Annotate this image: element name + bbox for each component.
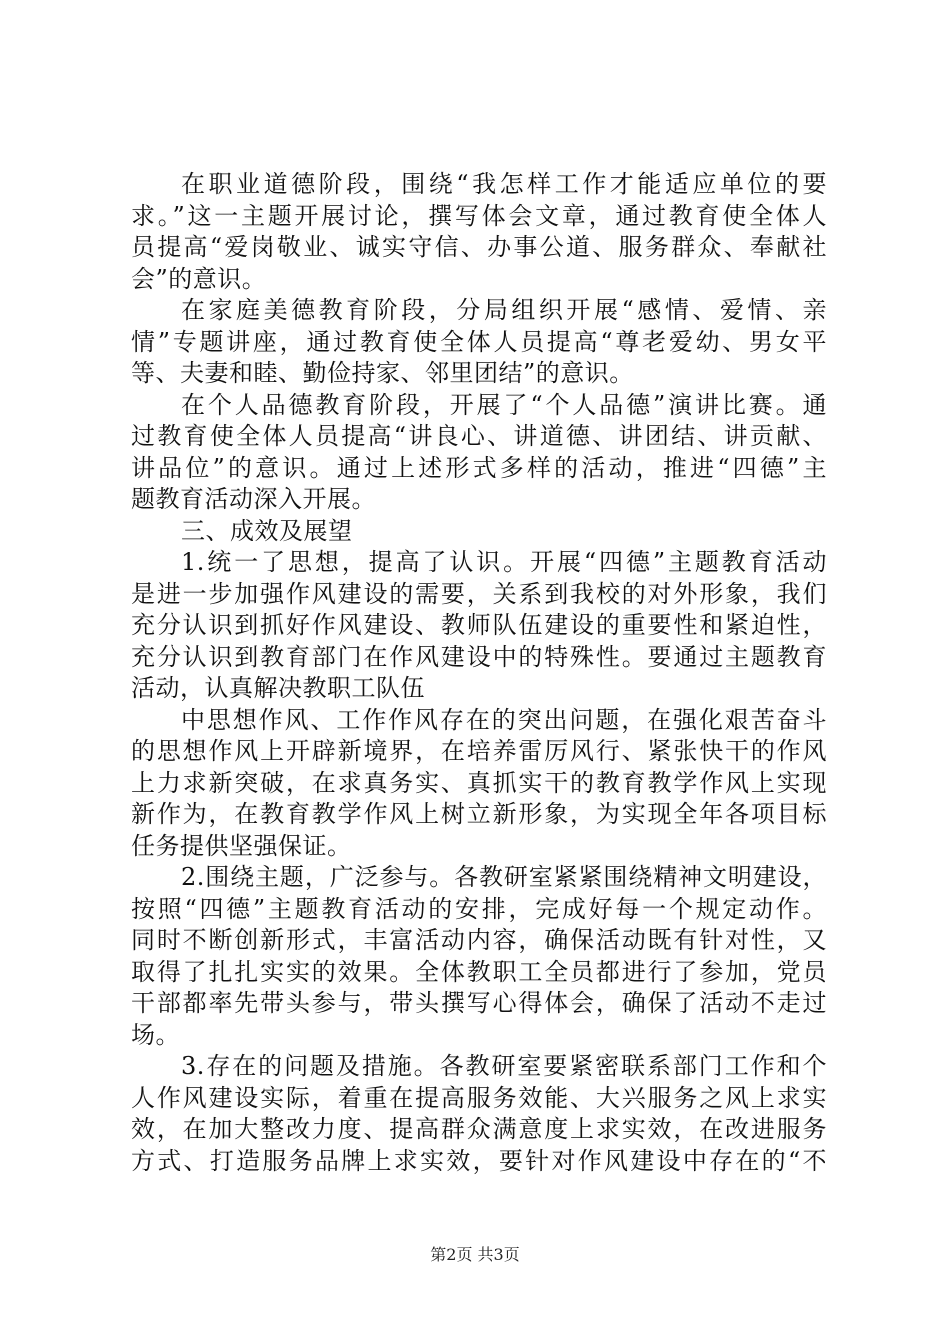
text-line: 会”的意识。 [131,264,267,293]
text-line: 在家庭美德教育阶段，分局组织开展“感情、爱情、亲 [181,296,827,324]
text-line: 在个人品德教育阶段，开展了“个人品德”演讲比赛。通 [181,390,827,419]
text-line: 讲品位”的意识。通过上述形式多样的活动，推进“四德”主 [131,453,827,482]
text-line: 场。 [131,1020,180,1049]
text-line: 是进一步加强作风建设的需要，关系到我校的对外形象，我们 [131,579,827,608]
text-line: 充分认识到教育部门在作风建设中的特殊性。要通过主题教育 [131,642,827,671]
text-line: 充分认识到抓好作风建设、教师队伍建设的重要性和紧迫性， [131,611,827,639]
page-footer: 第2页 共3页 [430,1245,520,1264]
document-body [131,169,827,1177]
text-line: 求。”这一主题开展讨论，撰写体会文章，通过教育使全体人 [131,201,827,230]
text-line: 题教育活动深入开展。 [131,485,376,513]
text-line: 干部都率先带头参与，带头撰写心得体会，确保了活动不走过 [131,989,827,1017]
text-line: 过教育使全体人员提高“讲良心、讲道德、讲团结、讲贡献、 [131,422,827,450]
text-line: 等、夫妻和睦、勤俭持家、邻里团结”的意识。 [131,359,634,387]
text-line: 3.存在的问题及措施。各教研室要紧密联系部门工作和个 [181,1052,827,1080]
text-line: 按照“四德”主题教育活动的安排，完成好每一个规定动作。 [131,894,827,923]
text-line: 同时不断创新形式，丰富活动内容，确保活动既有针对性，又 [131,926,827,954]
text-line: 效，在加大整改力度、提高群众满意度上求实效，在改进服务 [131,1115,827,1143]
text-line: 取得了扎扎实实的效果。全体教职工全员都进行了参加，党员 [131,957,827,986]
text-line: 2.围绕主题，广泛参与。各教研室紧紧围绕精神文明建设， [181,863,827,891]
text-line: 1.统一了思想，提高了认识。开展“四德”主题教育活动 [181,548,827,576]
text-line: 的思想作风上开辟新境界，在培养雷厉风行、紧张快干的作风 [131,737,827,765]
text-line: 在职业道德阶段，围绕“我怎样工作才能适应单位的要 [181,170,827,198]
text-line: 三、成效及展望 [181,516,353,545]
text-line: 上力求新突破，在求真务实、真抓实干的教育教学作风上实现 [131,768,827,797]
text-line: 方式、打造服务品牌上求实效，要针对作风建设中存在的“不 [131,1146,827,1175]
text-line: 任务提供坚强保证。 [131,831,352,860]
text-line: 员提高“爱岗敬业、诚实守信、办事公道、服务群众、奉献社 [131,233,827,261]
text-line: 活动，认真解决教职工队伍 [131,674,425,702]
text-line: 新作为，在教育教学作风上树立新形象，为实现全年各项目标 [131,800,827,828]
text-line: 中思想作风、工作作风存在的突出问题，在强化艰苦奋斗 [181,705,827,734]
text-line: 人作风建设实际，着重在提高服务效能、大兴服务之风上求实 [131,1083,827,1112]
text-line: 情”专题讲座，通过教育使全体人员提高“尊老爱幼、男女平 [131,327,827,356]
